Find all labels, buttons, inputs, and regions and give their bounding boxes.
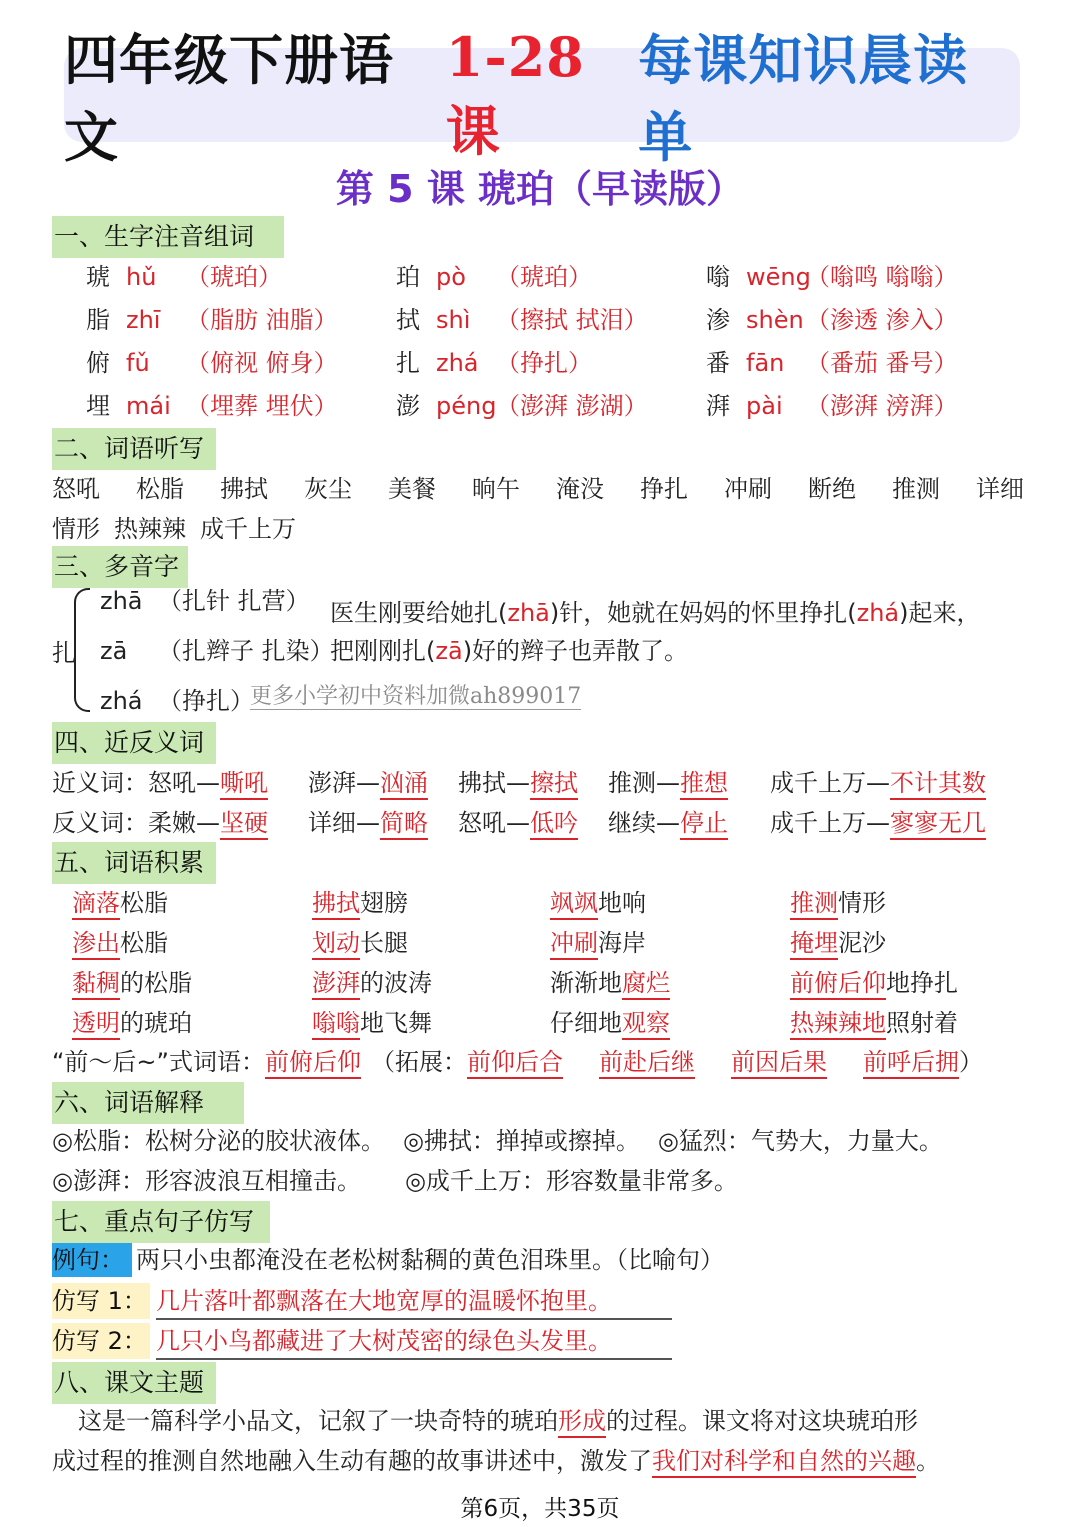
word-group: （埋葬 埋伏） [186, 392, 338, 420]
char: 琥 [86, 263, 110, 291]
section-1-title: 一、生字注音组词 [52, 216, 284, 258]
dictation-word: 晌午 [472, 475, 520, 503]
definition: ◎澎湃：形容波浪互相撞击。 [52, 1167, 361, 1195]
word-group: （擦拭 拭泪） [496, 306, 648, 334]
sentence-part: )针，她就在妈妈的怀里挣扎( [549, 599, 857, 627]
dictation-word: 灰尘 [304, 475, 352, 503]
pinyin: shì [436, 306, 471, 334]
dictation-word: 挣扎 [640, 475, 688, 503]
pinyin: fān [746, 349, 785, 377]
pinyin: wēng [746, 263, 811, 291]
definition-line-1 [52, 1124, 943, 1158]
word-pair [770, 806, 986, 840]
polyphone-reading [100, 634, 334, 668]
synonym-line [52, 766, 986, 800]
phrase-head: 仔细地 [550, 1009, 622, 1037]
phrase-tail: 的松脂 [120, 969, 192, 997]
word-pair [458, 806, 608, 840]
phrase [790, 1006, 958, 1040]
phrase-key: 渗出 [72, 929, 120, 960]
phrase-key: 划动 [312, 929, 360, 960]
imitation-1-text: 几片落叶都飘落在大地宽厚的温暖怀抱里。 [156, 1284, 672, 1320]
title-part-grade: 四年级下册语文 [64, 28, 394, 169]
pinyin: zhī [126, 306, 161, 334]
phrase-key: 冲刷 [550, 929, 598, 960]
pinyin: zhá [436, 349, 479, 377]
pinyin: mái [126, 392, 171, 420]
answer-word: 擦拭 [530, 769, 578, 800]
example-sentence: 两只小虫都淹没在老松树黏稠的黄色泪珠里。（比喻句） [136, 1246, 724, 1274]
phrase-tail: 海岸 [598, 929, 646, 957]
phrase-key: 热辣辣地 [790, 1009, 886, 1040]
polyphone-sentence-1 [330, 596, 981, 630]
phrase-key: 嗡嗡 [312, 1009, 360, 1040]
char-entry [86, 303, 338, 337]
pinyin: pài [746, 392, 783, 420]
dictation-word: 热辣辣 [114, 515, 186, 543]
title-part-lessons: 1-28课 [445, 24, 585, 163]
char: 渗 [706, 306, 730, 334]
section-5-title: 五、词语积累 [52, 842, 216, 884]
phrase [790, 966, 958, 1000]
lesson-subtitle: 第 5 课 琥珀（早读版） [335, 167, 745, 211]
char-entry [396, 389, 648, 423]
title-part-readlist: 每课知识晨读单 [638, 28, 969, 169]
word-group: （澎湃 澎湖） [496, 392, 648, 420]
char: 俯 [86, 349, 110, 377]
pinyin: zā [435, 637, 463, 665]
answer-word: 推想 [680, 769, 728, 800]
word-pair [608, 806, 770, 840]
qianhou-ext-word: 前赴后继 [599, 1048, 695, 1079]
word: 怒吼— [458, 809, 530, 837]
word-group: （琥珀） [496, 263, 592, 291]
pinyin: zhá [856, 599, 900, 627]
dictation-word: 断绝 [808, 475, 856, 503]
phrase-key: 澎湃 [312, 969, 360, 1000]
word: 拂拭— [458, 769, 530, 797]
dictation-word: 情形 [52, 515, 100, 543]
qianhou-ext-word: 前因后果 [731, 1048, 827, 1079]
char: 珀 [396, 263, 420, 291]
phrase-tail: 地挣扎 [886, 969, 958, 997]
phrase [550, 886, 646, 920]
word: 成千上万— [770, 769, 890, 797]
definition: ◎成千上万：形容数量非常多。 [404, 1167, 738, 1195]
dictation-word: 详细 [976, 475, 1024, 503]
word: 柔嫩— [148, 809, 220, 837]
definition-line-2 [52, 1164, 738, 1198]
word-group: （嗡鸣 嗡嗡） [806, 263, 958, 291]
qianhou-ext-word: 前仰后合 [467, 1048, 563, 1079]
phrase-tail: 的波涛 [360, 969, 432, 997]
antonym-line [52, 806, 986, 840]
sentence-part: )起来， [899, 599, 981, 627]
phrase-key: 掩埋 [790, 929, 838, 960]
word-pair [148, 806, 308, 840]
phrase-tail: 地飞舞 [360, 1009, 432, 1037]
definition: ◎猛烈：气势大，力量大。 [657, 1127, 943, 1155]
dictation-word: 怒吼 [52, 475, 100, 503]
word-group: （挣扎） [496, 349, 592, 377]
word-pair [608, 766, 770, 800]
theme-line-2: 成过程的推测自然地融入生动有趣的故事讲述中，激发了我们对科学和自然的兴趣。 [52, 1444, 940, 1478]
word: 成千上万— [770, 809, 890, 837]
polyphone-sentence-2 [330, 634, 688, 668]
definition: ◎松脂：松树分泌的胶状液体。 [52, 1127, 385, 1155]
word-group: （扎辫子 扎染） [158, 637, 334, 665]
section-6-title: 六、词语解释 [52, 1082, 244, 1124]
example-label: 例句： [52, 1243, 132, 1277]
phrase-key: 拂拭 [312, 889, 360, 920]
char-entry [706, 303, 958, 337]
word-group: （琥珀） [186, 263, 282, 291]
char: 埋 [86, 392, 110, 420]
phrase-key: 观察 [622, 1009, 670, 1040]
answer-word: 坚硬 [220, 809, 268, 840]
pair-label: 反义词： [52, 809, 148, 837]
char-entry [706, 260, 958, 294]
phrase-key: 推测 [790, 889, 838, 920]
title-banner [64, 24, 1020, 169]
word: 推测— [608, 769, 680, 797]
qianhou-line [52, 1045, 983, 1079]
dictation-word: 淹没 [556, 475, 604, 503]
section-7-title: 七、重点句子仿写 [52, 1201, 270, 1243]
page-footer: 第6页，共35页 [460, 1496, 620, 1522]
char-entry [706, 346, 958, 380]
dictation-word: 拂拭 [220, 475, 268, 503]
section-3-title: 三、多音字 [52, 546, 188, 588]
word-group: （俯视 俯身） [186, 349, 338, 377]
char: 嗡 [706, 263, 730, 291]
pinyin: zhā [507, 599, 550, 627]
phrase [72, 886, 168, 920]
phrase [72, 966, 192, 1000]
pinyin: zhá [100, 687, 143, 715]
pinyin: pò [436, 263, 466, 291]
answer-word: 停止 [680, 809, 728, 840]
phrase [312, 926, 408, 960]
brace-icon [74, 588, 90, 712]
phrase-tail: 长腿 [360, 929, 408, 957]
word-group: （扎针 扎营） [158, 587, 310, 615]
phrase-tail: 翅膀 [360, 889, 408, 917]
pinyin: péng [436, 392, 497, 420]
char-entry [706, 389, 958, 423]
answer-word: 不计其数 [890, 769, 986, 800]
phrase [72, 926, 168, 960]
phrase-tail: 松脂 [120, 889, 168, 917]
phrase-tail: 情形 [838, 889, 886, 917]
phrase-tail: 泥沙 [838, 929, 886, 957]
word-group: （挣扎） [158, 687, 254, 715]
polyphone-char: 扎 [52, 639, 76, 667]
sentence-part: 医生刚要给她扎( [330, 599, 508, 627]
char-entry [396, 346, 592, 380]
char: 拭 [396, 306, 420, 334]
phrase-key: 透明 [72, 1009, 120, 1040]
pinyin: zhā [100, 587, 143, 615]
char: 脂 [86, 306, 110, 334]
answer-word: 汹涌 [380, 769, 428, 800]
qianhou-ext-word: 前呼后拥 [863, 1048, 959, 1079]
phrase [550, 966, 670, 1000]
char-entry [396, 303, 648, 337]
answer-word: 简略 [380, 809, 428, 840]
dictation-word: 冲刷 [724, 475, 772, 503]
word: 继续— [608, 809, 680, 837]
char-entry [396, 260, 592, 294]
sentence-part: )好的辫子也弄散了。 [462, 637, 689, 665]
phrase-key: 前俯后仰 [790, 969, 886, 1000]
word-group: （脂肪 油脂） [186, 306, 338, 334]
phrase [72, 1006, 192, 1040]
word: 澎湃— [308, 769, 380, 797]
polyphone-reading [100, 684, 254, 718]
qianhou-main: 前俯后仰 [265, 1048, 361, 1079]
phrase-head: 渐渐地 [550, 969, 622, 997]
qianhou-label: “前～后~”式词语： [52, 1048, 265, 1076]
imitation-1-label: 仿写 1： [52, 1283, 150, 1319]
qianhou-ext-label: （拓展： [370, 1048, 467, 1076]
char: 番 [706, 349, 730, 377]
char-entry [86, 260, 282, 294]
dictation-line-2 [52, 512, 310, 546]
word-group: （澎湃 滂湃） [806, 392, 958, 420]
word-group: （番茄 番号） [806, 349, 958, 377]
polyphone-reading [100, 584, 310, 618]
word: 怒吼— [148, 769, 220, 797]
dictation-word: 松脂 [136, 475, 184, 503]
word-pair [148, 766, 308, 800]
phrase-key: 滴落 [72, 889, 120, 920]
char-entry [86, 389, 338, 423]
pinyin: fǔ [126, 349, 150, 377]
phrase-key: 腐烂 [622, 969, 670, 1000]
dictation-word: 美餐 [388, 475, 436, 503]
char: 澎 [396, 392, 420, 420]
char: 扎 [396, 349, 420, 377]
answer-word: 寥寥无几 [890, 809, 986, 840]
answer-word: 嘶吼 [220, 769, 268, 800]
char-entry [86, 346, 338, 380]
phrase [550, 926, 646, 960]
dictation-word: 推测 [892, 475, 940, 503]
word-pair [770, 766, 986, 800]
phrase-key: 飒飒 [550, 889, 598, 920]
phrase [790, 926, 886, 960]
qianhou-close: ） [958, 1048, 983, 1076]
word-pair [308, 806, 458, 840]
char: 湃 [706, 392, 730, 420]
phrase [312, 1006, 432, 1040]
phrase-tail: 照射着 [886, 1009, 958, 1037]
pinyin: hǔ [126, 263, 157, 291]
word-group: （渗透 渗入） [806, 306, 958, 334]
watermark-text: 更多小学初中资料加微ah899017 [250, 684, 582, 709]
pair-label: 近义词： [52, 769, 148, 797]
theme-line-1: 这是一篇科学小品文，记叙了一块奇特的琥珀形成的过程。课文将对这块琥珀形 [78, 1404, 918, 1438]
phrase [790, 886, 886, 920]
answer-word: 低吟 [530, 809, 578, 840]
imitation-2-label: 仿写 2： [52, 1323, 150, 1359]
word: 详细— [308, 809, 380, 837]
dictation-line-1 [52, 472, 1026, 506]
sentence-part: 把刚刚扎( [330, 637, 436, 665]
section-4-title: 四、近反义词 [52, 722, 216, 764]
definition: ◎拂拭：掸掉或擦掉。 [402, 1127, 640, 1155]
phrase [312, 966, 432, 1000]
phrase-tail: 松脂 [120, 929, 168, 957]
phrase [550, 1006, 670, 1040]
section-8-title: 八、课文主题 [52, 1362, 216, 1404]
pinyin: zā [100, 637, 128, 665]
imitation-2-text: 几只小鸟都藏进了大树茂密的绿色头发里。 [156, 1324, 672, 1360]
phrase-tail: 地响 [598, 889, 646, 917]
section-2-title: 二、词语听写 [52, 428, 216, 470]
phrase-tail: 的琥珀 [120, 1009, 192, 1037]
phrase [312, 886, 408, 920]
word-pair [458, 766, 608, 800]
phrase-key: 黏稠 [72, 969, 120, 1000]
dictation-word: 成千上万 [200, 515, 296, 543]
pinyin: shèn [746, 306, 804, 334]
word-pair [308, 766, 458, 800]
